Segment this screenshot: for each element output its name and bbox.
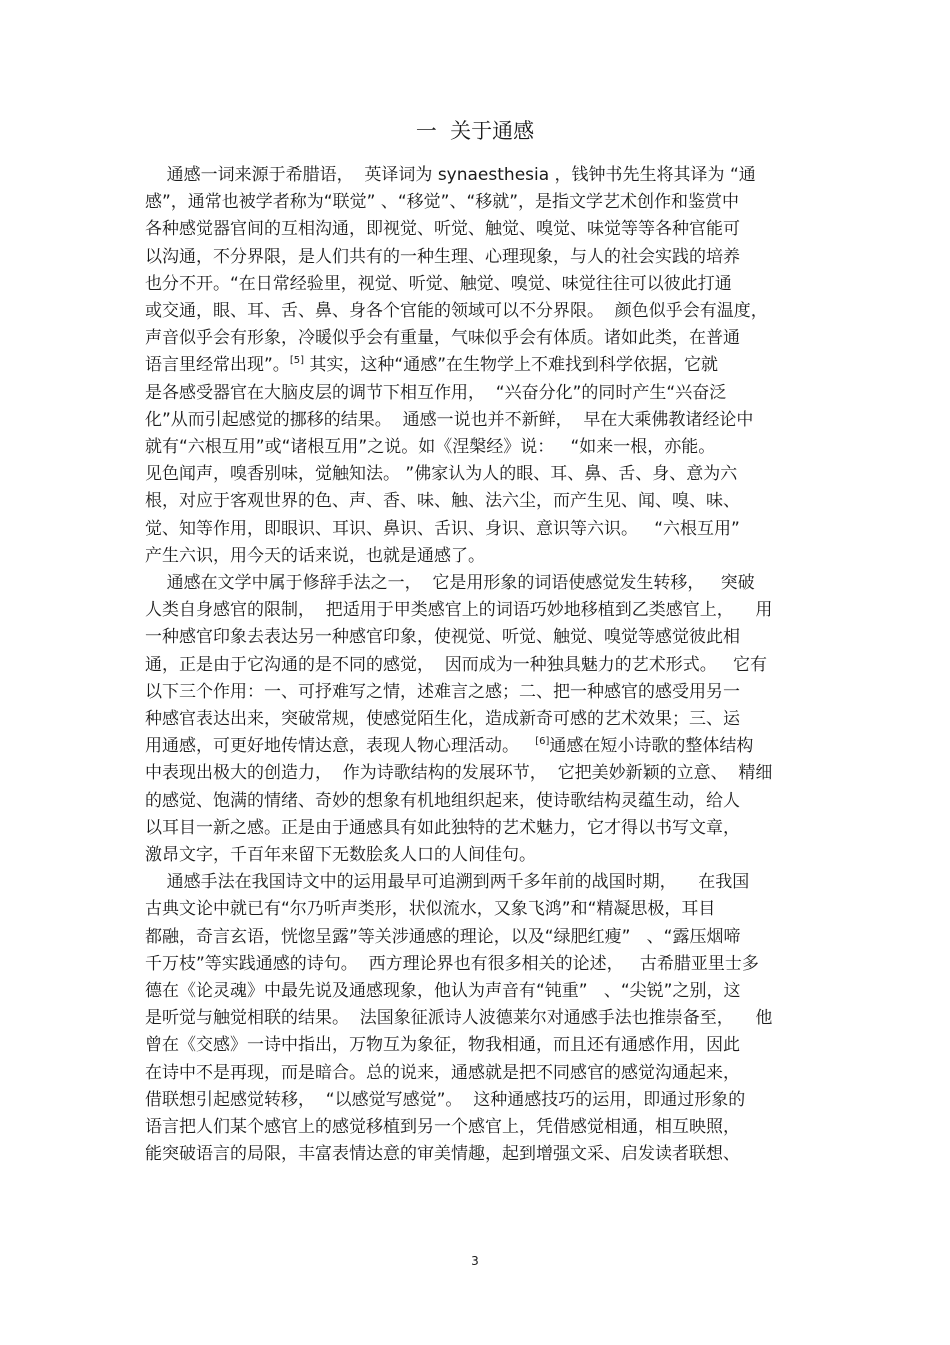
text-line: 化”从而引起感觉的挪移的结果。 通感一说也并不新鲜， 早在大乘佛教诸经论中 — [145, 409, 754, 430]
text-line: 也分不开。“在日常经验里，视觉、听觉、触觉、嗅觉、味觉往往可以彼此打通 — [145, 273, 732, 294]
text-line: 种感官表达出来，突破常规，使感觉陌生化，造成新奇可感的艺术效果；三、运 — [145, 709, 740, 729]
text-line: 是各感受器官在大脑皮层的调节下相互作用， “兴奋分化”的同时产生“兴奋泛 — [145, 382, 727, 403]
text-line: 以沟通，不分界限，是人们共有的一种生理、心理现象，与人的社会实践的培养 — [145, 246, 740, 267]
text-line: 根，对应于客观世界的色、声、香、味、触、法六尘，而产生见、闻、嗅、味、 — [145, 491, 740, 512]
text-line: 通，正是由于它沟通的是不同的感觉， 因而成为一种独具魅力的艺术形式。 它有 — [145, 654, 768, 675]
text-line: 感”，通常也被学者称为“联觉” 、“移觉”、“移就”，是指文学艺术创作和鉴赏中 — [145, 192, 740, 213]
text-line: 是听觉与触觉相联的结果。 法国象征派诗人波德莱尔对通感手法也推崇备至， 他 — [145, 1008, 773, 1029]
text-line: 都融，奇言玄语，恍惚呈露”等关涉通感的理论，以及“绿肥红瘦” 、“露压烟啼 — [145, 926, 741, 947]
text-line: 就有“六根互用”或“诸根互用”之说。如《涅槃经》说： “如来一根，亦能。 — [145, 437, 716, 457]
text-line: 通感手法在我国诗文中的运用最早可追溯到两千多年前的战国时期， 在我国 — [145, 872, 750, 893]
text-line: 见色闻声，嗅香别味，觉触知法。 ”佛家认为人的眼、耳、鼻、舌、身、意为六 — [145, 464, 738, 485]
text-line: 以下三个作用：一、可抒难写之情，述难言之感；二、把一种感官的感受用另一 — [145, 681, 740, 702]
text-line: 在诗中不是再现，而是暗合。总的说来，通感就是把不同感官的感觉沟通起来， — [145, 1062, 740, 1083]
footnote-ref: [6] — [535, 736, 550, 748]
text-line: 通感在文学中属于修辞手法之一， 它是用形象的词语使感觉发生转移， 突破 — [145, 573, 755, 593]
text-line: 激昂文字，千百年来留下无数脍炙人口的人间佳句。 — [145, 845, 536, 865]
text-line: 用通感，可更好地传情达意，表现人物心理活动。 [6]通感在短小诗歌的整体结构 — [145, 736, 754, 757]
text-line: 千万枝”等实践通感的诗句。 西方理论界也有很多相关的论述， 古希腊亚里士多 — [145, 953, 759, 974]
text-line: 各种感觉器官间的互相沟通，即视觉、听觉、触觉、嗅觉、味觉等等各种官能可 — [145, 219, 740, 240]
text-line: 古典文论中就已有“尔乃听声类形，状似流水，又象飞鸿”和“精凝思极，耳目 — [145, 899, 716, 920]
footnote-ref: [5] — [289, 355, 304, 367]
text-line: 以耳目一新之感。正是由于通感具有如此独特的艺术魅力，它才得以书写文章， — [145, 817, 740, 838]
text-line: 曾在《交感》一诗中指出，万物互为象征，物我相通，而且还有通感作用，因此 — [145, 1035, 740, 1056]
page-number: 3 — [471, 1254, 479, 1268]
text-line: 通感一词来源于希腊语， 英译词为 synaesthesia ，钱钟书先生将其译为 “通 — [145, 165, 756, 185]
text-line: 觉、知等作用，即眼识、耳识、鼻识、舌识、身识、意识等六识。 “六根互用” — [145, 518, 740, 539]
text-line: 语言里经常出现”。[5] 其实，这种“通感”在生物学上不难找到科学依据，它就 — [145, 355, 719, 376]
text-line: 的感觉、饱满的情绪、奇妙的想象有机地组织起来，使诗歌结构灵蕴生动，给人 — [145, 790, 740, 811]
text-line: 中表现出极大的创造力， 作为诗歌结构的发展环节， 它把美妙新颖的立意、 精细 — [145, 763, 773, 784]
text-line: 一种感官印象去表达另一种感官印象，使视觉、听觉、触觉、嗅觉等感觉彼此相 — [145, 627, 740, 648]
section-title: 一 关于通感 — [415, 119, 535, 143]
text-line: 声音似乎会有形象，冷暖似乎会有重量，气味似乎会有体质。诸如此类，在普通 — [145, 328, 740, 349]
text-line: 语言把人们某个感官上的感觉移植到另一个感官上，凭借感觉相通，相互映照， — [145, 1117, 740, 1137]
text-line: 或交通，眼、耳、舌、鼻、身各个官能的领域可以不分界限。 颜色似乎会有温度， — [145, 301, 768, 321]
text-line: 借联想引起感觉转移， “以感觉写感觉”。 这种通感技巧的运用，即通过形象的 — [145, 1089, 746, 1110]
text-line: 产生六识，用今天的话来说，也就是通感了。 — [145, 545, 485, 566]
text-line: 人类自身感官的限制， 把适用于甲类感官上的词语巧妙地移植到乙类感官上， 用 — [145, 600, 773, 621]
text-line: 德在《论灵魂》中最先说及通感现象，他认为声音有“钝重” 、“尖锐”之别，这 — [145, 981, 741, 1001]
text-line: 能突破语言的局限，丰富表情达意的审美情趣，起到增强文采、启发读者联想、 — [145, 1144, 740, 1165]
